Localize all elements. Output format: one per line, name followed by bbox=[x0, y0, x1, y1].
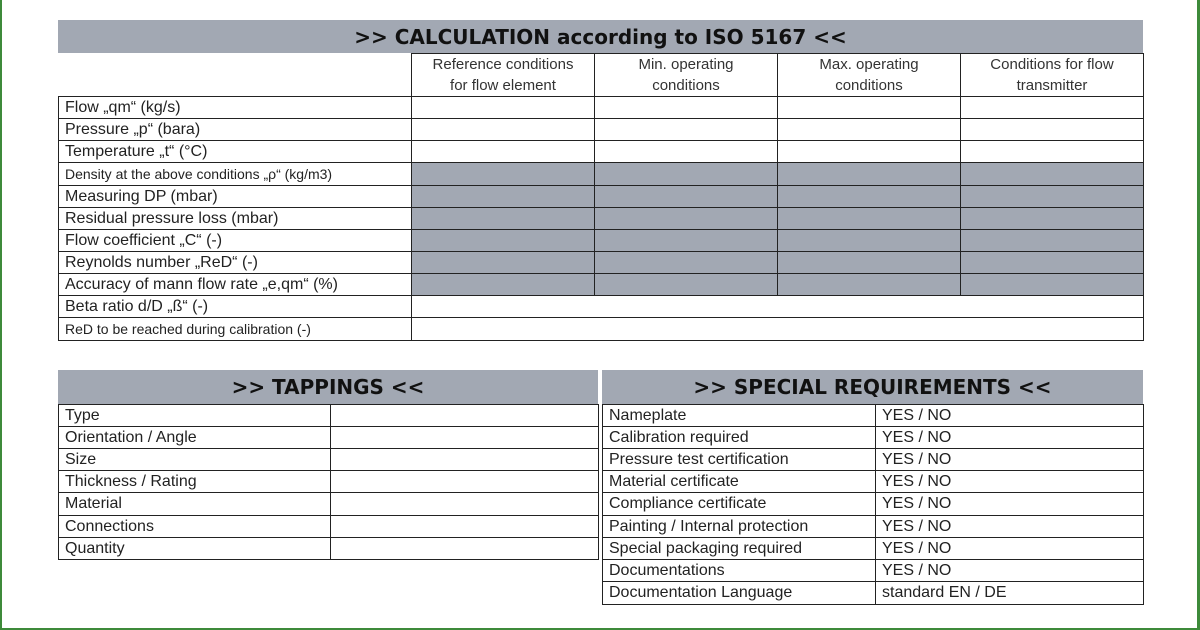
value-cell[interactable] bbox=[595, 141, 778, 163]
computed-cell bbox=[595, 252, 778, 274]
table-row bbox=[59, 141, 1144, 163]
row-label: Documentations bbox=[603, 560, 876, 582]
yes-no-option[interactable]: YES / NO bbox=[876, 471, 1144, 493]
special-requirements-header bbox=[602, 370, 1143, 404]
table-row bbox=[59, 186, 1144, 208]
computed-cell bbox=[412, 274, 595, 296]
table-row bbox=[59, 449, 599, 471]
table-row bbox=[59, 296, 1144, 318]
value-cell[interactable] bbox=[331, 493, 599, 516]
computed-cell bbox=[778, 163, 961, 186]
computed-cell bbox=[778, 230, 961, 252]
row-label: Residual pressure loss (mbar) bbox=[59, 208, 412, 230]
tappings-table bbox=[58, 404, 599, 560]
value-cell[interactable] bbox=[412, 119, 595, 141]
computed-cell bbox=[595, 208, 778, 230]
value-cell[interactable] bbox=[412, 97, 595, 119]
row-label: Reynolds number „ReD“ (-) bbox=[59, 252, 412, 274]
computed-cell bbox=[961, 186, 1144, 208]
value-cell[interactable] bbox=[412, 141, 595, 163]
value-cell[interactable] bbox=[331, 405, 599, 427]
table-row bbox=[603, 405, 1144, 427]
row-label: Size bbox=[59, 449, 331, 471]
yes-no-option[interactable]: YES / NO bbox=[876, 493, 1144, 516]
column-header-blank bbox=[59, 54, 412, 97]
row-label: Material bbox=[59, 493, 331, 516]
computed-cell bbox=[412, 230, 595, 252]
value-cell[interactable] bbox=[595, 97, 778, 119]
computed-cell bbox=[778, 252, 961, 274]
language-option[interactable]: standard EN / DE bbox=[876, 582, 1144, 605]
value-cell[interactable] bbox=[331, 538, 599, 560]
value-cell[interactable] bbox=[595, 119, 778, 141]
row-label: Measuring DP (mbar) bbox=[59, 186, 412, 208]
tappings-header bbox=[58, 370, 598, 404]
table-row bbox=[603, 516, 1144, 538]
value-cell-wide[interactable] bbox=[412, 318, 1144, 341]
column-header-reference: Reference conditions for flow element bbox=[412, 54, 595, 97]
table-row bbox=[603, 493, 1144, 516]
row-label: Compliance certificate bbox=[603, 493, 876, 516]
yes-no-option[interactable]: YES / NO bbox=[876, 405, 1144, 427]
row-label: Pressure test certification bbox=[603, 449, 876, 471]
table-row bbox=[603, 427, 1144, 449]
computed-cell bbox=[961, 208, 1144, 230]
table-row bbox=[59, 252, 1144, 274]
calculation-header bbox=[58, 20, 1143, 53]
yes-no-option[interactable]: YES / NO bbox=[876, 516, 1144, 538]
row-label: Connections bbox=[59, 516, 331, 538]
yes-no-option[interactable]: YES / NO bbox=[876, 449, 1144, 471]
calculation-table bbox=[58, 53, 1144, 341]
value-cell[interactable] bbox=[961, 119, 1144, 141]
computed-cell bbox=[412, 252, 595, 274]
row-label: Pressure „p“ (bara) bbox=[59, 119, 412, 141]
row-label: Temperature „t“ (°C) bbox=[59, 141, 412, 163]
column-header-max-operating: Max. operating conditions bbox=[778, 54, 961, 97]
computed-cell bbox=[961, 274, 1144, 296]
value-cell[interactable] bbox=[331, 449, 599, 471]
row-label: Documentation Language bbox=[603, 582, 876, 605]
row-label: Material certificate bbox=[603, 471, 876, 493]
row-label: Calibration required bbox=[603, 427, 876, 449]
tappings-title: >> TAPPINGS << bbox=[231, 375, 425, 399]
row-label: Type bbox=[59, 405, 331, 427]
computed-cell bbox=[961, 230, 1144, 252]
column-header-min-operating: Min. operating conditions bbox=[595, 54, 778, 97]
computed-cell bbox=[412, 208, 595, 230]
table-row bbox=[59, 97, 1144, 119]
value-cell[interactable] bbox=[961, 97, 1144, 119]
column-header-flow-transmitter: Conditions for flow transmitter bbox=[961, 54, 1144, 97]
row-label: Thickness / Rating bbox=[59, 471, 331, 493]
table-row bbox=[603, 560, 1144, 582]
value-cell-wide[interactable] bbox=[412, 296, 1144, 318]
table-row bbox=[59, 516, 599, 538]
row-label: Beta ratio d/D „ß“ (-) bbox=[59, 296, 412, 318]
value-cell[interactable] bbox=[331, 471, 599, 493]
computed-cell bbox=[595, 186, 778, 208]
row-label: Painting / Internal protection bbox=[603, 516, 876, 538]
table-row bbox=[59, 405, 599, 427]
row-label: Nameplate bbox=[603, 405, 876, 427]
table-row bbox=[603, 538, 1144, 560]
special-requirements-title: >> SPECIAL REQUIREMENTS << bbox=[693, 375, 1052, 399]
table-row bbox=[603, 582, 1144, 605]
computed-cell bbox=[595, 274, 778, 296]
value-cell[interactable] bbox=[331, 427, 599, 449]
row-label: Accuracy of mann flow rate „e,qm“ (%) bbox=[59, 274, 412, 296]
computed-cell bbox=[778, 186, 961, 208]
table-row bbox=[59, 493, 599, 516]
computed-cell bbox=[412, 163, 595, 186]
yes-no-option[interactable]: YES / NO bbox=[876, 560, 1144, 582]
yes-no-option[interactable]: YES / NO bbox=[876, 538, 1144, 560]
computed-cell bbox=[595, 163, 778, 186]
value-cell[interactable] bbox=[778, 97, 961, 119]
calculation-title: >> CALCULATION according to ISO 5167 << bbox=[354, 24, 847, 49]
table-row bbox=[59, 119, 1144, 141]
table-row bbox=[59, 318, 1144, 341]
table-row bbox=[59, 163, 1144, 186]
value-cell[interactable] bbox=[778, 119, 961, 141]
special-requirements-table bbox=[602, 404, 1144, 605]
yes-no-option[interactable]: YES / NO bbox=[876, 427, 1144, 449]
table-row bbox=[603, 471, 1144, 493]
computed-cell bbox=[778, 208, 961, 230]
row-label: Flow coefficient „C“ (-) bbox=[59, 230, 412, 252]
row-label: Orientation / Angle bbox=[59, 427, 331, 449]
row-label: Quantity bbox=[59, 538, 331, 560]
row-label: Density at the above conditions „ρ“ (kg/m3) bbox=[59, 163, 412, 186]
table-row bbox=[59, 208, 1144, 230]
computed-cell bbox=[961, 252, 1144, 274]
computed-cell bbox=[412, 186, 595, 208]
computed-cell bbox=[778, 274, 961, 296]
row-label: Special packaging required bbox=[603, 538, 876, 560]
row-label: ReD to be reached during calibration (-) bbox=[59, 318, 412, 341]
computed-cell bbox=[961, 163, 1144, 186]
table-row bbox=[59, 230, 1144, 252]
frame-left-border bbox=[0, 0, 2, 630]
table-row bbox=[603, 449, 1144, 471]
value-cell[interactable] bbox=[778, 141, 961, 163]
table-row bbox=[59, 274, 1144, 296]
table-row bbox=[59, 538, 599, 560]
value-cell[interactable] bbox=[961, 141, 1144, 163]
row-label: Flow „qm“ (kg/s) bbox=[59, 97, 412, 119]
computed-cell bbox=[595, 230, 778, 252]
table-row bbox=[59, 427, 599, 449]
table-row bbox=[59, 471, 599, 493]
value-cell[interactable] bbox=[331, 516, 599, 538]
